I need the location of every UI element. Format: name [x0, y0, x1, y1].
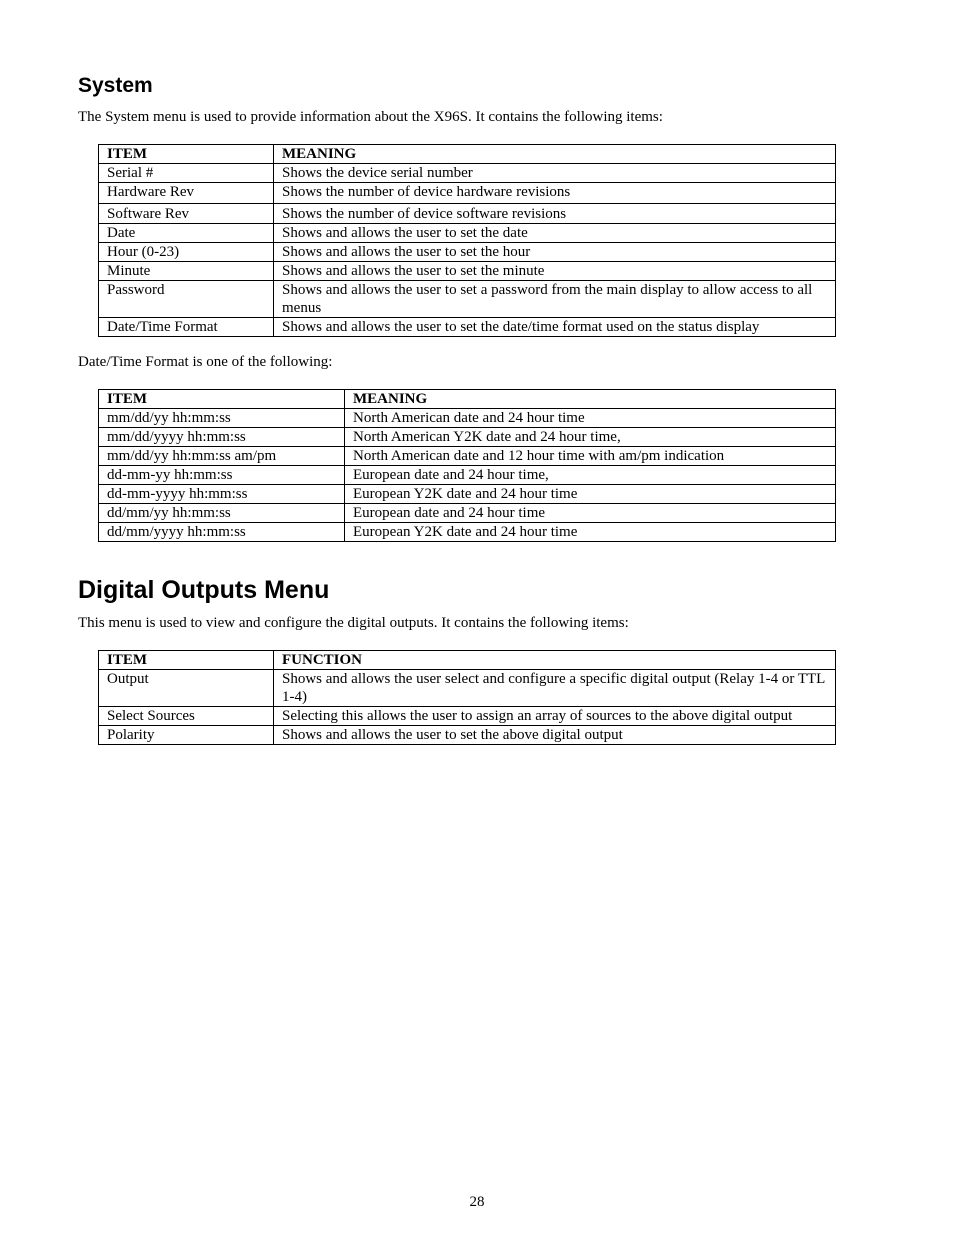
item-cell: Serial # — [99, 164, 274, 183]
function-cell: Selecting this allows the user to assign an array of sources to the above digital output — [274, 707, 836, 726]
meaning-cell: European date and 24 hour time, — [345, 466, 836, 485]
table-row — [99, 318, 836, 337]
page-number: 28 — [469, 1194, 485, 1210]
item-cell: dd/mm/yyyy hh:mm:ss — [99, 523, 345, 542]
table-row — [99, 466, 836, 485]
item-cell: Minute — [99, 262, 274, 281]
item-cell: dd-mm-yy hh:mm:ss — [99, 466, 345, 485]
meaning-cell: North American Y2K date and 24 hour time, — [345, 428, 836, 447]
header-meaning: MEANING — [274, 145, 836, 164]
table-row — [99, 281, 836, 318]
item-cell: Select Sources — [99, 707, 274, 726]
header-item: ITEM — [99, 145, 274, 164]
item-cell: mm/dd/yy hh:mm:ss am/pm — [99, 447, 345, 466]
table-row — [99, 409, 836, 428]
item-cell: dd-mm-yyyy hh:mm:ss — [99, 485, 345, 504]
table-header-row — [99, 651, 836, 670]
item-cell: Date — [99, 224, 274, 243]
table-row — [99, 183, 836, 204]
system-intro: The System menu is used to provide information about the X96S. It contains the following items: — [78, 109, 663, 125]
meaning-cell: Shows and allows the user to set the date/time format used on the status display — [274, 318, 836, 337]
meaning-cell: Shows and allows the user to set the minute — [274, 262, 836, 281]
table-header-row — [99, 390, 836, 409]
item-cell: Password — [99, 281, 274, 318]
table-row — [99, 243, 836, 262]
table-row — [99, 262, 836, 281]
table-row — [99, 447, 836, 466]
meaning-cell: Shows and allows the user to set the hour — [274, 243, 836, 262]
item-cell: Hardware Rev — [99, 183, 274, 204]
meaning-cell: European Y2K date and 24 hour time — [345, 523, 836, 542]
format-intro: Date/Time Format is one of the following: — [78, 354, 333, 370]
table-row — [99, 523, 836, 542]
table-row — [99, 164, 836, 183]
table-header-row — [99, 145, 836, 164]
meaning-cell: Shows and allows the user to set the date — [274, 224, 836, 243]
table-row — [99, 428, 836, 447]
header-item: ITEM — [99, 651, 274, 670]
system-heading: System — [78, 74, 153, 97]
meaning-cell: Shows and allows the user to set a password from the main display to allow access to all menus — [274, 281, 836, 318]
date-time-format-table — [98, 389, 836, 542]
item-cell: Output — [99, 670, 274, 707]
table-row — [99, 485, 836, 504]
function-cell: Shows and allows the user to set the above digital output — [274, 726, 836, 745]
meaning-cell: European Y2K date and 24 hour time — [345, 485, 836, 504]
meaning-cell: Shows the number of device software revisions — [274, 204, 836, 224]
header-function: FUNCTION — [274, 651, 836, 670]
header-item: ITEM — [99, 390, 345, 409]
table-row — [99, 726, 836, 745]
item-cell: Polarity — [99, 726, 274, 745]
meaning-cell: Shows the device serial number — [274, 164, 836, 183]
item-cell: mm/dd/yyyy hh:mm:ss — [99, 428, 345, 447]
digital-outputs-table — [98, 650, 836, 745]
meaning-cell: North American date and 24 hour time — [345, 409, 836, 428]
digital-outputs-intro: This menu is used to view and configure the digital outputs. It contains the following items: — [78, 615, 629, 631]
table-row — [99, 204, 836, 224]
function-cell: Shows and allows the user select and configure a specific digital output (Relay 1-4 or TTL 1-4) — [274, 670, 836, 707]
table-row — [99, 224, 836, 243]
item-cell: dd/mm/yy hh:mm:ss — [99, 504, 345, 523]
item-cell: mm/dd/yy hh:mm:ss — [99, 409, 345, 428]
item-cell: Software Rev — [99, 204, 274, 224]
meaning-cell: Shows the number of device hardware revisions — [274, 183, 836, 204]
header-meaning: MEANING — [345, 390, 836, 409]
table-row — [99, 670, 836, 707]
item-cell: Hour (0-23) — [99, 243, 274, 262]
meaning-cell: European date and 24 hour time — [345, 504, 836, 523]
digital-outputs-heading: Digital Outputs Menu — [78, 576, 330, 604]
item-cell: Date/Time Format — [99, 318, 274, 337]
table-row — [99, 707, 836, 726]
meaning-cell: North American date and 12 hour time with am/pm indication — [345, 447, 836, 466]
table-row — [99, 504, 836, 523]
system-items-table — [98, 144, 836, 337]
